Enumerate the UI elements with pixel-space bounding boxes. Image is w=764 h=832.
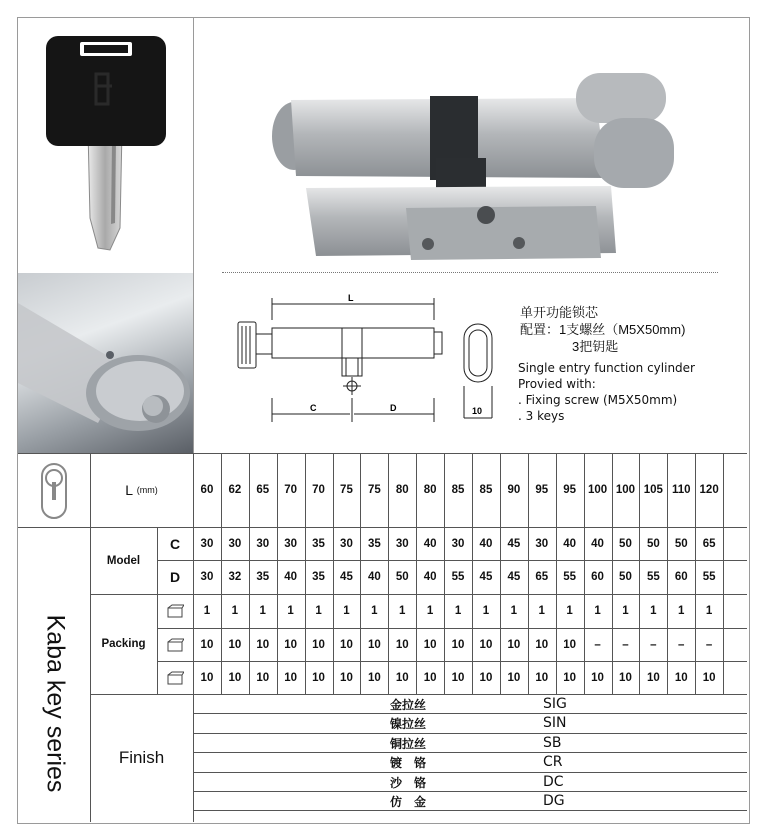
packing-2-value: – xyxy=(678,638,685,651)
l-value: 65 xyxy=(256,484,270,496)
c-value: 30 xyxy=(284,537,298,550)
l-value: 75 xyxy=(340,484,353,496)
packing-3-value: 10 xyxy=(507,671,521,684)
packing-1-value: 1 xyxy=(678,605,685,617)
spec-english xyxy=(518,360,695,424)
packing-1-value: 1 xyxy=(482,605,490,617)
d-value: 45 xyxy=(507,571,521,583)
packing-2-value: 10 xyxy=(563,638,577,651)
l-value: 70 xyxy=(284,484,298,496)
dotted-divider xyxy=(222,272,718,273)
series-label: Kaba key series xyxy=(41,614,70,792)
finish-code: SIN xyxy=(543,715,567,731)
spec-title-en: Single entry function cylinder xyxy=(518,361,695,375)
c-value: 40 xyxy=(479,537,493,550)
spec-config-cn: 配置：1支螺丝（M5X50mm) xyxy=(520,322,686,337)
drawing-d-label: D xyxy=(390,403,397,413)
d-value: 32 xyxy=(228,571,242,583)
packing-3-value: 10 xyxy=(340,671,353,684)
l-value: 90 xyxy=(507,484,521,496)
box-small-icon xyxy=(157,594,193,628)
key-photo xyxy=(18,18,193,273)
packing-2-value: 10 xyxy=(284,638,298,651)
d-value: 55 xyxy=(646,571,660,583)
packing-2-value: 10 xyxy=(507,638,521,651)
packing-1-value: 1 xyxy=(343,605,350,617)
packing-1-value: 1 xyxy=(650,605,657,617)
l-header: L (mm) xyxy=(125,482,158,498)
finish-code: SB xyxy=(543,735,562,751)
d-value: 35 xyxy=(312,571,325,583)
l-value: 105 xyxy=(643,484,663,496)
l-value: 85 xyxy=(479,484,493,496)
spec-keys-en: . 3 keys xyxy=(518,409,565,423)
packing-1-value: 1 xyxy=(538,605,545,617)
packing-2-value: 10 xyxy=(535,638,549,651)
l-value: 60 xyxy=(200,484,214,496)
c-value: 40 xyxy=(563,537,577,550)
finish-code: CR xyxy=(543,754,563,770)
packing-3-value: 10 xyxy=(591,671,604,684)
packing-1-value: 1 xyxy=(287,605,294,617)
packing-3-value: 10 xyxy=(535,671,549,684)
model-label: Model xyxy=(106,554,141,567)
d-value: 45 xyxy=(340,571,353,583)
packing-1-value: 1 xyxy=(705,605,713,617)
packing-2-value: 10 xyxy=(340,638,353,651)
thumbturn-detail-photo xyxy=(18,273,193,453)
l-value: 80 xyxy=(395,484,409,496)
box-open-icon xyxy=(157,661,193,694)
packing-2-value: 10 xyxy=(367,638,381,651)
packing-2-value: 10 xyxy=(479,638,493,651)
packing-2-value: 10 xyxy=(451,638,465,651)
d-value: 60 xyxy=(591,571,604,583)
packing-1-value: 1 xyxy=(399,605,406,617)
packing-1-value: 1 xyxy=(371,605,378,617)
d-value: 40 xyxy=(367,571,381,583)
l-value: 85 xyxy=(451,484,465,496)
finish-name-cn: 沙 铬 xyxy=(390,776,427,790)
packing-3-value: 10 xyxy=(256,671,270,684)
packing-1-value: 1 xyxy=(259,605,266,617)
packing-2-value: – xyxy=(650,638,657,651)
finish-name-cn: 铜拉丝 xyxy=(390,737,427,751)
l-value: 120 xyxy=(699,484,719,496)
row-d-label: D xyxy=(169,569,181,585)
packing-2-value: 10 xyxy=(256,638,270,651)
table-rule xyxy=(193,810,747,811)
packing-label: Packing xyxy=(101,638,146,650)
table-rule xyxy=(193,752,747,753)
packing-1-value: 1 xyxy=(231,605,239,617)
finish-code: SIG xyxy=(543,696,567,712)
spec-keys-cn: 3把钥匙 xyxy=(572,339,619,354)
packing-3-value: 10 xyxy=(367,671,381,684)
c-value: 30 xyxy=(256,537,270,550)
l-value: 100 xyxy=(615,484,636,496)
table-rule xyxy=(723,453,724,694)
d-value: 55 xyxy=(702,571,716,583)
table-rule xyxy=(193,733,747,734)
l-value: 70 xyxy=(312,484,325,496)
packing-2-value: – xyxy=(622,638,629,651)
drawing-l-label: L xyxy=(348,293,354,303)
packing-1-value: 1 xyxy=(315,605,322,617)
l-value: 80 xyxy=(423,484,437,496)
row-c-label: C xyxy=(169,535,181,552)
d-value: 40 xyxy=(284,571,298,583)
packing-1-value: 1 xyxy=(203,605,211,617)
packing-3-value: 10 xyxy=(200,671,214,684)
l-value: 75 xyxy=(367,484,381,496)
d-value: 55 xyxy=(451,571,465,583)
packing-2-value: 10 xyxy=(423,638,437,651)
packing-1-value: 1 xyxy=(566,605,573,617)
table-rule xyxy=(193,713,747,714)
c-value: 50 xyxy=(646,537,660,550)
l-value: 62 xyxy=(228,484,242,496)
packing-1-value: 1 xyxy=(622,605,629,617)
l-value: 100 xyxy=(587,484,608,496)
photo-divider xyxy=(193,18,194,453)
packing-3-value: 10 xyxy=(646,671,660,684)
c-value: 30 xyxy=(228,537,242,550)
packing-1-value: 1 xyxy=(510,605,518,617)
packing-3-value: 10 xyxy=(228,671,242,684)
packing-3-value: 10 xyxy=(312,671,325,684)
packing-3-value: 10 xyxy=(423,671,437,684)
spec-title-cn: 单开功能锁芯 xyxy=(520,305,599,320)
c-value: 30 xyxy=(451,537,465,550)
box-medium-icon xyxy=(157,628,193,661)
cylinder-product-photo xyxy=(196,18,747,273)
dimension-drawing xyxy=(230,290,500,430)
finish-name-cn: 仿 金 xyxy=(390,795,427,809)
finish-name-cn: 金拉丝 xyxy=(390,698,427,712)
packing-3-value: 10 xyxy=(674,671,688,684)
dimension-table xyxy=(18,453,747,822)
c-value: 30 xyxy=(200,537,214,550)
c-value: 30 xyxy=(340,537,353,550)
d-value: 50 xyxy=(619,571,632,583)
l-value: 110 xyxy=(671,484,691,496)
packing-1-value: 1 xyxy=(426,605,434,617)
d-value: 60 xyxy=(674,571,688,583)
packing-2-value: 10 xyxy=(312,638,325,651)
d-value: 35 xyxy=(256,571,270,583)
table-rule xyxy=(193,791,747,792)
finish-code: DG xyxy=(543,793,565,809)
c-value: 35 xyxy=(312,537,325,550)
d-value: 30 xyxy=(200,571,214,583)
packing-2-value: 10 xyxy=(200,638,214,651)
drawing-width-label: 10 xyxy=(472,406,483,416)
finish-name-cn: 镀 铬 xyxy=(390,756,427,770)
table-rule xyxy=(193,772,747,773)
packing-1-value: 1 xyxy=(454,605,462,617)
d-value: 50 xyxy=(395,571,409,583)
packing-2-value: – xyxy=(705,638,713,651)
spec-screw-en: . Fixing screw (M5X50mm) xyxy=(518,393,678,407)
l-value: 95 xyxy=(535,484,549,496)
drawing-c-label: C xyxy=(310,403,317,413)
packing-3-value: 10 xyxy=(563,671,577,684)
c-value: 65 xyxy=(702,537,716,550)
d-value: 55 xyxy=(563,571,577,583)
packing-3-value: 10 xyxy=(619,671,632,684)
d-value: 40 xyxy=(423,571,437,583)
c-value: 40 xyxy=(423,537,437,550)
d-value: 45 xyxy=(479,571,493,583)
finish-name-cn: 镍拉丝 xyxy=(390,717,427,731)
spec-provided-en: Provied with: xyxy=(518,377,596,391)
packing-1-value: 1 xyxy=(594,605,601,617)
packing-2-value: – xyxy=(594,638,601,651)
c-value: 50 xyxy=(674,537,688,550)
packing-3-value: 10 xyxy=(284,671,298,684)
l-value: 95 xyxy=(563,484,577,496)
lock-cylinder-icon xyxy=(18,453,90,527)
finish-label: Finish xyxy=(118,748,165,767)
c-value: 50 xyxy=(619,537,632,550)
c-value: 30 xyxy=(535,537,549,550)
packing-3-value: 10 xyxy=(702,671,716,684)
spec-chinese xyxy=(520,304,685,355)
packing-3-value: 10 xyxy=(451,671,465,684)
packing-2-value: 10 xyxy=(228,638,242,651)
finish-code: DC xyxy=(543,774,564,790)
d-value: 65 xyxy=(535,571,549,583)
c-value: 35 xyxy=(367,537,381,550)
c-value: 30 xyxy=(395,537,409,550)
packing-3-value: 10 xyxy=(479,671,493,684)
c-value: 45 xyxy=(507,537,521,550)
packing-3-value: 10 xyxy=(395,671,409,684)
packing-2-value: 10 xyxy=(395,638,409,651)
c-value: 40 xyxy=(591,537,604,550)
